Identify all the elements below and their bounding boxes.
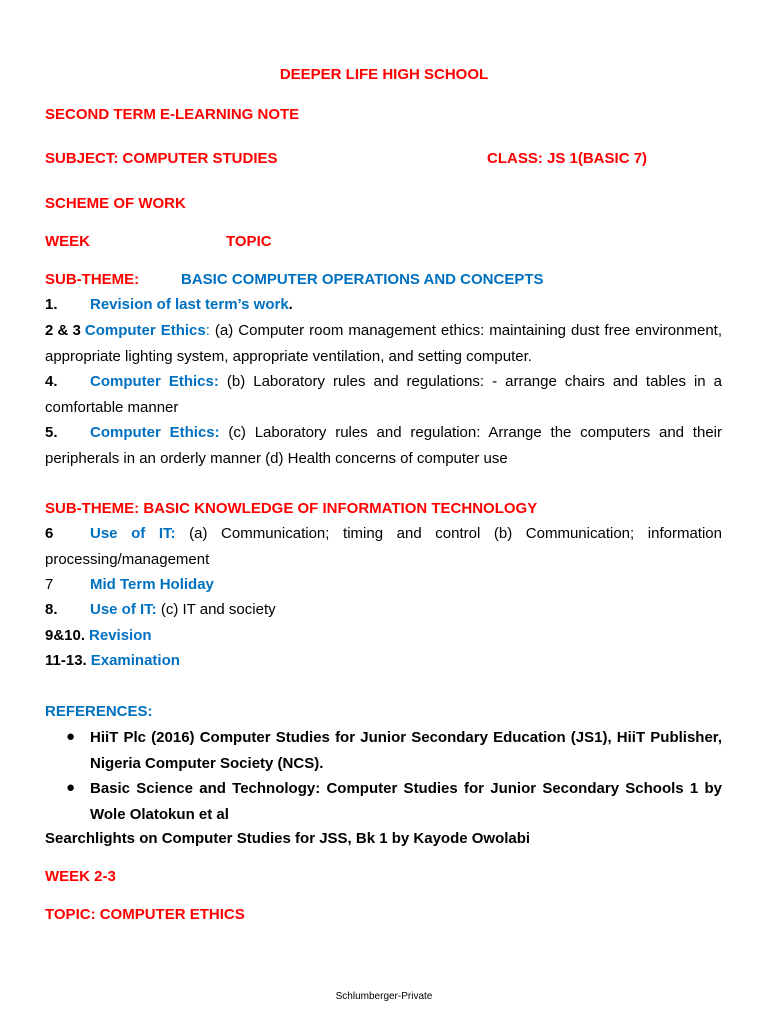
- reference-item: HiiT Plc (2016) Computer Studies for Junior Secondary Education (JS1), HiiT Publisher, Nigeria Computer Society (NCS).: [90, 729, 722, 772]
- scheme-item-2-3: [45, 318, 722, 369]
- item-text: (b) Laboratory rules and regulations: - arrange chairs and tables in a comfortable manner: [45, 373, 723, 416]
- week-number: 1.: [45, 296, 58, 313]
- week-number: 7: [45, 576, 54, 593]
- scheme-item-4: [45, 369, 722, 420]
- topic-column-header: TOPIC: [226, 233, 272, 250]
- note-title: SECOND TERM E-LEARNING NOTE: [45, 106, 300, 123]
- scheme-heading: SCHEME OF WORK: [45, 195, 186, 212]
- week-number: 4.: [45, 373, 58, 390]
- item-topic: Computer Ethics: [84, 322, 206, 339]
- item-text: (c) IT and society: [156, 601, 276, 618]
- week-number: 11-13.: [45, 652, 87, 669]
- school-name: DEEPER LIFE HIGH SCHOOL: [279, 66, 489, 83]
- topic-label: TOPIC: COMPUTER ETHICS: [45, 906, 245, 923]
- footer-classification: Schlumberger-Private: [335, 991, 433, 1002]
- bullet-icon: ●: [66, 779, 76, 796]
- item-colon: :: [205, 322, 210, 339]
- week-number: 2 & 3: [45, 322, 81, 339]
- item-text: (a) Computer room management ethics: maintaining dust free environment, appropriate lighting system, appropriate ventilation, and setting computer.: [45, 322, 723, 365]
- class-label: CLASS: JS 1(BASIC 7): [487, 150, 648, 167]
- scheme-item-5: [45, 420, 722, 471]
- subtheme-1-title: BASIC COMPUTER OPERATIONS AND CONCEPTS: [181, 271, 544, 288]
- item-text: (a) Communication; timing and control (b) Communication; information processing/management: [45, 525, 722, 568]
- item-topic: Mid Term Holiday: [90, 576, 214, 593]
- week-number: 8.: [45, 601, 58, 618]
- week-label: WEEK 2-3: [45, 868, 116, 885]
- item-text: .: [288, 296, 293, 313]
- bullet-icon: ●: [66, 728, 76, 745]
- item-topic: Use of IT:: [90, 525, 176, 542]
- week-number: 5.: [45, 424, 58, 441]
- scheme-item-7: [45, 572, 722, 598]
- subject-label: SUBJECT: COMPUTER STUDIES: [45, 150, 278, 167]
- item-topic: Use of IT:: [90, 601, 157, 618]
- subtheme-2-heading: SUB-THEME: BASIC KNOWLEDGE OF INFORMATION TECHNOLOGY: [45, 500, 538, 517]
- item-topic: Examination: [90, 652, 180, 669]
- item-topic: Revision of last term’s work: [90, 296, 289, 313]
- scheme-item-11-13: [45, 648, 722, 674]
- scheme-item-6: [45, 521, 722, 572]
- item-topic: Revision: [89, 627, 152, 644]
- week-number: 6: [45, 525, 54, 542]
- item-topic: Computer Ethics:: [90, 373, 219, 390]
- scheme-item-9-10: [45, 623, 722, 649]
- reference-extra: Searchlights on Computer Studies for JSS, Bk 1 by Kayode Owolabi: [45, 830, 531, 847]
- subtheme-1-label: SUB-THEME:: [45, 271, 140, 288]
- scheme-item-8: [45, 597, 722, 623]
- reference-item: Basic Science and Technology: Computer Studies for Junior Secondary Schools 1 by Wole Olatokun et al: [90, 780, 722, 823]
- item-text: (c) Laboratory rules and regulation: Arrange the computers and their peripherals in an orderly manner (d) Health concerns of computer use: [45, 424, 722, 467]
- scheme-item-1: [45, 292, 722, 318]
- item-topic: Computer Ethics:: [90, 424, 220, 441]
- week-column-header: WEEK: [45, 233, 90, 250]
- week-number: 9&10.: [45, 627, 86, 644]
- references-heading: REFERENCES:: [45, 703, 153, 720]
